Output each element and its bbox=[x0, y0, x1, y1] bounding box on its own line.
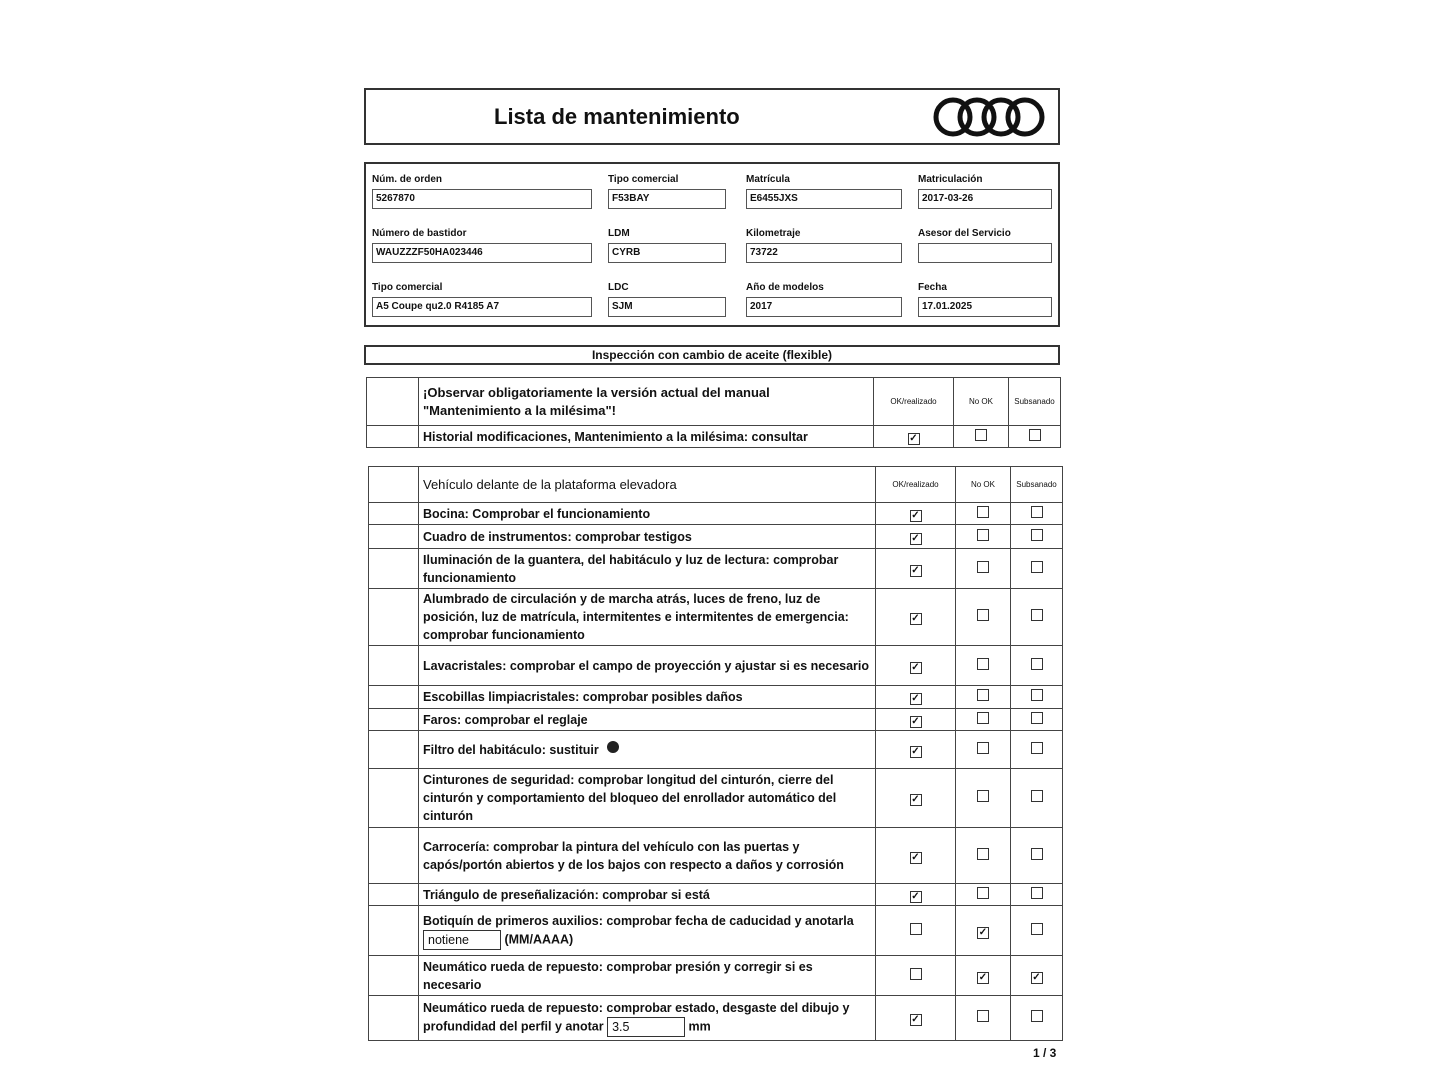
field-value[interactable]: 17.01.2025 bbox=[918, 297, 1052, 317]
warning-dot-icon bbox=[607, 741, 619, 753]
checklist-row bbox=[369, 525, 1063, 549]
field-label: Matriculación bbox=[918, 174, 983, 185]
field-value[interactable]: F53BAY bbox=[608, 189, 726, 209]
row-text bbox=[419, 503, 876, 525]
field-6 bbox=[746, 228, 902, 263]
field-11 bbox=[918, 282, 1052, 317]
field-10 bbox=[746, 282, 902, 317]
nok-checkbox[interactable] bbox=[977, 1010, 989, 1022]
field-value[interactable]: 2017-03-26 bbox=[918, 189, 1052, 209]
field-1 bbox=[608, 174, 726, 209]
ok-checkbox[interactable]: ✓ bbox=[911, 564, 920, 576]
fixed-checkbox[interactable] bbox=[1031, 742, 1043, 754]
order-fields bbox=[364, 162, 1060, 327]
nok-checkbox[interactable] bbox=[977, 848, 989, 860]
field-7 bbox=[918, 228, 1052, 263]
ok-checkbox[interactable]: ✓ bbox=[911, 613, 920, 624]
row-label: Alumbrado de circulación y de marcha atrás, luces de freno, luz de posición, luz de matrícula, intermitentes e intermitentes de emergencia: comprobar funcionamiento bbox=[423, 592, 849, 642]
col-nok: No OK bbox=[954, 378, 1009, 426]
field-value[interactable]: WAUZZZF50HA023446 bbox=[372, 243, 592, 263]
checklist-row bbox=[369, 956, 1063, 996]
section-title: Inspección con cambio de aceite (flexible) bbox=[364, 345, 1060, 365]
checklist-row bbox=[369, 731, 1063, 769]
fixed-checkbox[interactable] bbox=[1031, 887, 1043, 899]
field-label: Tipo comercial bbox=[608, 174, 679, 185]
row-label: Neumático rueda de repuesto: comprobar presión y corregir si es necesario bbox=[423, 959, 813, 992]
field-value[interactable]: CYRB bbox=[608, 243, 726, 263]
fixed-checkbox[interactable] bbox=[1031, 561, 1043, 573]
vehicle-table bbox=[368, 466, 1063, 1041]
nok-checkbox[interactable] bbox=[977, 742, 989, 754]
row-text bbox=[419, 731, 876, 769]
audi-logo bbox=[932, 96, 1048, 138]
page-number: 1 / 3 bbox=[1033, 1046, 1057, 1060]
ok-checkbox[interactable]: ✓ bbox=[911, 745, 920, 757]
checklist-row bbox=[369, 589, 1063, 646]
field-label: Asesor del Servicio bbox=[918, 228, 1011, 239]
row-text bbox=[419, 646, 876, 686]
row-input[interactable]: 3.5 bbox=[607, 1017, 685, 1037]
field-0 bbox=[372, 174, 592, 209]
row-text bbox=[419, 589, 876, 646]
page-title: Lista de mantenimiento bbox=[494, 104, 740, 129]
nok-checkbox[interactable] bbox=[975, 429, 987, 441]
field-label: Año de modelos bbox=[746, 282, 824, 293]
fixed-checkbox[interactable] bbox=[1031, 1010, 1043, 1022]
row-suffix: mm bbox=[688, 1019, 711, 1034]
ok-checkbox[interactable]: ✓ bbox=[911, 715, 920, 727]
col-nok: No OK bbox=[956, 467, 1011, 503]
row-text bbox=[419, 549, 876, 589]
checklist-row bbox=[369, 503, 1063, 525]
row-label: Iluminación de la guantera, del habitáculo y luz de lectura: comprobar funcionamiento bbox=[423, 552, 839, 585]
checklist-row bbox=[369, 709, 1063, 731]
ok-checkbox[interactable]: ✓ bbox=[911, 1014, 920, 1025]
row-label: Faros: comprobar el reglaje bbox=[423, 712, 588, 727]
checklist-row bbox=[369, 549, 1063, 589]
notice-text: ¡Observar obligatoriamente la versión actual del manual "Mantenimiento a la milésima"! bbox=[419, 378, 874, 426]
checklist-row bbox=[369, 769, 1063, 828]
row-label: Triángulo de preseñalización: comprobar si está bbox=[423, 887, 710, 902]
checklist-row bbox=[369, 828, 1063, 884]
field-8 bbox=[372, 282, 592, 317]
field-value[interactable]: 2017 bbox=[746, 297, 902, 317]
col-ok: OK/realizado bbox=[876, 467, 956, 503]
field-value[interactable] bbox=[918, 243, 1052, 263]
field-label: Matrícula bbox=[746, 174, 790, 185]
field-9 bbox=[608, 282, 726, 317]
col-ok: OK/realizado bbox=[874, 378, 954, 426]
row-label: Bocina: Comprobar el funcionamiento bbox=[423, 506, 651, 521]
fixed-checkbox[interactable] bbox=[1031, 923, 1043, 935]
nok-checkbox[interactable] bbox=[977, 506, 989, 518]
field-5 bbox=[608, 228, 726, 263]
field-label: Núm. de orden bbox=[372, 174, 443, 185]
field-label: LDC bbox=[608, 282, 629, 293]
notice-table bbox=[366, 377, 1061, 448]
row-text bbox=[419, 426, 874, 448]
field-value[interactable]: 5267870 bbox=[372, 189, 592, 209]
row-text bbox=[419, 686, 876, 709]
row-suffix: (MM/AAAA) bbox=[504, 931, 574, 946]
nok-checkbox[interactable] bbox=[977, 658, 989, 670]
fixed-checkbox[interactable] bbox=[1031, 529, 1043, 541]
nok-checkbox[interactable] bbox=[977, 529, 989, 541]
nok-checkbox[interactable] bbox=[977, 609, 989, 621]
row-label: Carrocería: comprobar la pintura del vehículo con las puertas y capós/portón abiertos y de los bajos con respecto a daños y corrosión bbox=[423, 839, 844, 872]
checklist-row bbox=[369, 686, 1063, 709]
field-value[interactable]: 73722 bbox=[746, 243, 902, 263]
row-input[interactable]: notiene bbox=[423, 930, 501, 950]
row-text bbox=[419, 906, 876, 956]
ok-checkbox[interactable]: ✓ bbox=[911, 851, 920, 863]
row-text bbox=[419, 884, 876, 906]
field-2 bbox=[746, 174, 902, 209]
col-fixed: Subsanado bbox=[1011, 467, 1063, 503]
nok-checkbox[interactable]: ✓ bbox=[978, 971, 988, 983]
row-text bbox=[419, 996, 876, 1041]
field-value[interactable]: SJM bbox=[608, 297, 726, 317]
col-fixed: Subsanado bbox=[1009, 378, 1061, 426]
fixed-checkbox[interactable] bbox=[1029, 429, 1041, 441]
checklist-row bbox=[367, 426, 1061, 448]
field-label: Número de bastidor bbox=[372, 228, 467, 239]
ok-checkbox[interactable]: ✓ bbox=[911, 661, 920, 673]
nok-checkbox[interactable] bbox=[977, 561, 989, 573]
row-text bbox=[419, 525, 876, 549]
checklist-row bbox=[369, 996, 1063, 1041]
checklist-row bbox=[369, 906, 1063, 956]
field-4 bbox=[372, 228, 592, 263]
fixed-checkbox[interactable] bbox=[1031, 790, 1043, 802]
row-label: Lavacristales: comprobar el campo de proyección y ajustar si es necesario bbox=[423, 658, 870, 673]
nok-checkbox[interactable] bbox=[977, 712, 989, 724]
row-label: Cuadro de instrumentos: comprobar testigos bbox=[423, 529, 692, 544]
title-box bbox=[364, 88, 1060, 145]
fixed-checkbox[interactable] bbox=[1031, 848, 1043, 860]
ok-checkbox[interactable]: ✓ bbox=[911, 509, 920, 521]
row-label: Botiquín de primeros auxilios: comprobar fecha de caducidad y anotarla bbox=[423, 913, 854, 928]
ok-checkbox[interactable]: ✓ bbox=[911, 532, 920, 544]
checklist-row bbox=[369, 884, 1063, 906]
row-text bbox=[419, 709, 876, 731]
ok-checkbox[interactable]: ✓ bbox=[911, 693, 920, 704]
row-label: Escobillas limpiacristales: comprobar posibles daños bbox=[423, 690, 743, 704]
field-label: LDM bbox=[608, 228, 630, 239]
row-label: Historial modificaciones, Mantenimiento a la milésima: consultar bbox=[423, 429, 808, 444]
row-text bbox=[419, 828, 876, 884]
field-value[interactable]: A5 Coupe qu2.0 R4185 A7 bbox=[372, 297, 592, 317]
field-3 bbox=[918, 174, 1052, 209]
nok-checkbox[interactable] bbox=[977, 887, 989, 899]
fixed-checkbox[interactable] bbox=[1031, 689, 1043, 701]
checklist-row bbox=[369, 646, 1063, 686]
field-label: Kilometraje bbox=[746, 228, 801, 239]
field-value[interactable]: E6455JXS bbox=[746, 189, 902, 209]
field-label: Tipo comercial bbox=[372, 282, 443, 293]
nok-checkbox[interactable] bbox=[977, 790, 989, 802]
fixed-checkbox[interactable] bbox=[1031, 609, 1043, 621]
nok-checkbox[interactable]: ✓ bbox=[978, 926, 988, 938]
ok-checkbox[interactable] bbox=[910, 923, 922, 935]
fixed-checkbox[interactable] bbox=[1031, 506, 1043, 518]
ok-checkbox[interactable]: ✓ bbox=[911, 890, 920, 902]
field-label: Fecha bbox=[918, 282, 947, 293]
ok-checkbox[interactable] bbox=[910, 968, 922, 980]
nok-checkbox[interactable] bbox=[977, 689, 989, 701]
fixed-checkbox[interactable]: ✓ bbox=[1032, 971, 1041, 983]
fixed-checkbox[interactable] bbox=[1031, 712, 1043, 724]
row-text bbox=[419, 769, 876, 828]
vehicle-heading: Vehículo delante de la plataforma elevadora bbox=[419, 467, 876, 503]
fixed-checkbox[interactable] bbox=[1031, 658, 1043, 670]
ok-checkbox[interactable]: ✓ bbox=[911, 794, 920, 805]
ok-checkbox[interactable]: ✓ bbox=[909, 432, 918, 444]
row-label: Filtro del habitáculo: sustituir bbox=[423, 742, 599, 757]
row-text bbox=[419, 956, 876, 996]
row-label: Neumático rueda de repuesto: comprobar estado, desgaste del dibujo y profundidad del perfil y anotar bbox=[423, 1001, 850, 1034]
row-label: Cinturones de seguridad: comprobar longitud del cinturón, cierre del cinturón y comportamiento del bloqueo del enrollador automático del cinturón bbox=[423, 773, 837, 823]
